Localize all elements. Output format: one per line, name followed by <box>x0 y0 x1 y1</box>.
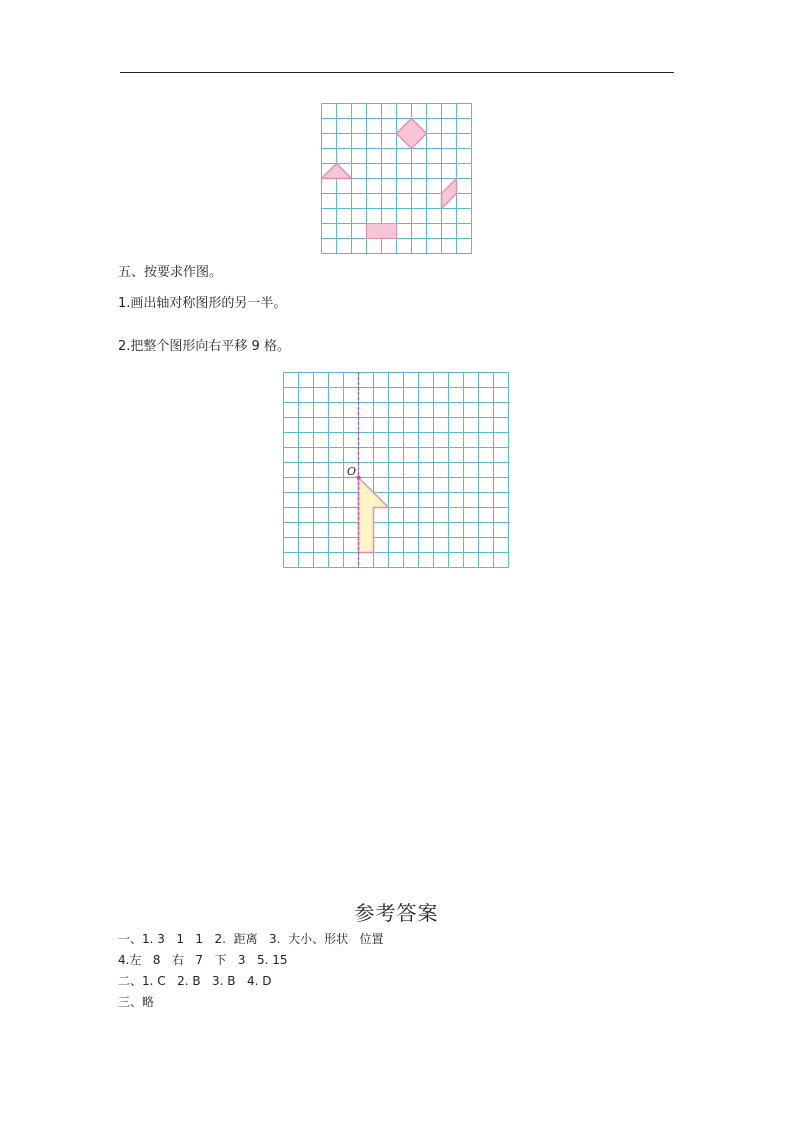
top-rule <box>120 72 674 73</box>
answer-line-2: 4.左 8 右 7 下 3 5. 15 <box>118 953 288 967</box>
answers-title: 参考答案 <box>354 901 439 925</box>
answer-line-1: 一、1. 3 1 1 2. 距离 3. 大小、形状 位置 <box>118 932 384 946</box>
answer-line-4: 三、略 <box>118 995 155 1009</box>
answer-line-3: 二、1. C 2. B 3. B 4. D <box>118 974 272 988</box>
rectangle-shape <box>367 224 397 239</box>
parallelogram-shape <box>442 179 457 209</box>
triangle-shape <box>322 164 352 179</box>
origin-label: O <box>347 465 357 478</box>
origin-point <box>357 476 361 480</box>
diamond-shape <box>397 119 427 149</box>
grid-symmetry-figure <box>283 372 511 570</box>
section5-heading: 五、按要求作图。 <box>118 265 223 280</box>
task2-text: 2.把整个图形向右平移 9 格。 <box>118 339 290 354</box>
task1-text: 1.画出轴对称图形的另一半。 <box>118 296 287 311</box>
grid-translation-shapes <box>321 103 473 255</box>
